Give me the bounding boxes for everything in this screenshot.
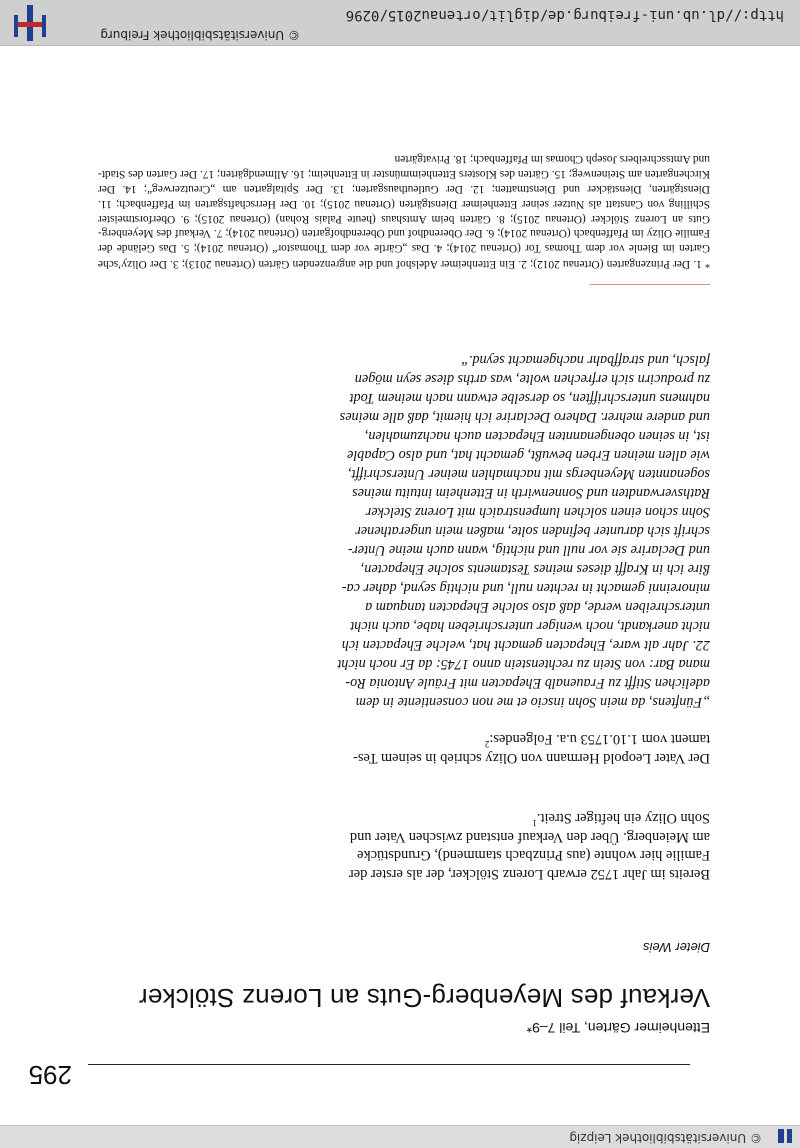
header-rule [88,1064,690,1065]
footnote [98,152,710,271]
footnote-ref: 2 [484,739,490,750]
quote-line: mana Bar: von Stein zu rechtenstein anno 1745: da Er noch nicht [337,656,710,672]
library-header-bar [0,1125,800,1148]
author-name: Dieter Weis [643,940,710,955]
series-title: Ettenheimer Gärten, Teil 7–9* [526,1020,710,1036]
quote-line: und andere mehrer. Dahero Declarire ich hiemit, daß alle meines [339,409,710,425]
quote-line: nicht anerkandt, noch weniger unterschrieben habe, auch nicht [350,618,710,634]
quote-line: Sohn schon einen solchen lumpenstraich mit Lorenz Stelcker [365,504,710,520]
quote-line: Rathsverwandten und Sonnenwirth in Ettenheim intuitu meines [352,485,710,501]
university-logo-icon [12,5,48,41]
text-line-content: Sohn Olizy ein heftiger Streit. [536,810,710,827]
library-header-text: © Universitätsbibliothek Leipzig [569,1131,762,1145]
quote-line: ist, in seinen obengenannten Ehepacten auch nachzumahlen, [364,428,710,444]
library-footer-bar [0,0,800,46]
quote-line: nahmens unterschrifften, so derselbe etwann nach meinem Todt [349,390,710,406]
quote-line: falsch, und straffbahr nachgemacht seynd.“ [460,352,710,368]
quote-line: schrift sich darunter befinden solte, maßen mein ungerathener [355,523,710,539]
article-title: Verkauf des Meyenberg-Guts an Lorenz Stölcker [138,983,710,1013]
source-url-link[interactable]: http://dl.ub.uni-freiburg.de/diglit/ortenau2015/0296 [345,7,784,23]
paragraph-1 [252,809,710,883]
footnote-rule [590,284,710,285]
quote-line: und Declarire sie vor null und nichtig, wann auch meine Unter- [347,542,710,558]
text-line: Familie hier wohnte (aus Prinzbach stammend), Grundstücke [357,847,710,864]
quote-line: 22. Jahr alt ware, Ehepacten gemacht hat, welche Ehepacten ich [341,637,710,653]
quote-line: unterschreiben werde, daß also solche Ehepacten tanquam a [365,599,710,615]
text-line: am Meienberg. Über den Verkauf entstand zwischen Vater und [349,828,710,845]
quote-line: zu producirn sich erfrechen wolte, was arths diese seyn mögen [354,371,710,387]
text-line-content: tament vom 1.10.1753 u.a. Folgendes: [489,731,710,748]
paragraph-2 [252,730,710,767]
quote-line: ßire ich in Krafft dieses meines Testaments solche Ehepacten, [360,561,710,577]
library-footer-text: © Universitätsbibliothek Freiburg [100,28,300,42]
footnote-text: 1. Der Prinzengarten (Ortenau 2012); 2. Ein Ettenheimer Adelshof und die angrenzenden Gärten (Ortenau 2013); 3. Der Olizy’sche Garten im Bienle vor dem Thomas Tor (Ortenau 2014); 4. Das „Gärtle vor dem Thomastor“ (Ortenau 2014); 5. Das Gelände der Familie Olizy im Pfaffenbach (Ortenau 2014); 6. Der Oberendhof und Oberendhofgarten (Ortenau 2014); 7. Verkauf des Meyenberg-Guts an Lorenz Stölcker (Ortenau 2015); 8. Gärten beim Amtshaus (heute Palais Rohan) (Ortenau 2015); 9. Oberforstmeister Schilling von Canstatt als Nutzer seiner Ettenheimer Dienstgärten (Ortenau 2015); 10. Der Herrschaftsgarten im Pfaffenbach; 11. Dienstgärten, Dienstäcker und Dienstmatten; 12. Der Gutleuthausgarten; 13. Der Spitalgarten am „Creutzerweg“; 14. Der Kirchengarten am Steinenweg; 15. Gärten des Klosters Ettenheimmünster in Ettenheim; 16. Allmendgärten; 17. Der Garten des Stadt- und Amtsschreibers Joseph Chomas im Pfaffenbach; 18. Privatgärten [98,153,710,270]
page-number: 295 [28,1060,72,1090]
text-line: Der Vater Leopold Hermann von Olizy schrieb in seinem Tes- [353,750,710,766]
text-line: Bereits im Jahr 1752 erwarb Lorenz Stölcker, der als erster der [348,866,710,882]
text-line [252,730,710,749]
quote-line: wie allen meinen Erben bewußt, gemacht hat, und also Capable [347,447,710,463]
quote-line: sogenannten Meyenbergs mit nachmahlen meiner Unterschrifft, [348,466,710,482]
quote-line: adelichen Stifft zu Frauenalb Ehepacten mit Fräule Antonia Ro- [345,675,710,691]
footnote-ref: 1 [532,818,537,829]
quote-line: „Fünftens, da mein Sohn inscio et me non consentiente in dem [355,694,710,710]
footnote-mark: * [705,258,710,269]
text-line [252,809,710,828]
library-logo-icon [778,1129,792,1143]
quote-line: minoreinni gemacht in rechten null, und nichtig seynd, daher ca- [341,580,710,596]
testament-quote [252,350,710,711]
